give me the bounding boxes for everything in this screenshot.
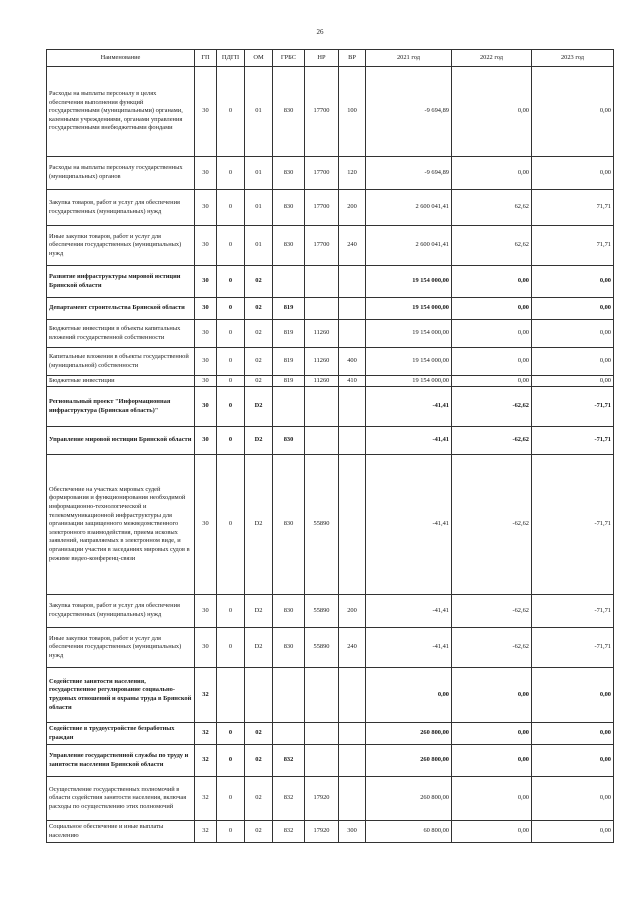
row-vr-cell: 410 xyxy=(339,376,366,387)
table-row xyxy=(47,348,614,376)
row-om-cell: 02 xyxy=(245,348,273,376)
row-grbs-cell: 830 xyxy=(273,67,305,157)
row-2022-value: 0,00 xyxy=(452,157,532,190)
row-grbs-cell: 819 xyxy=(273,376,305,387)
row-2022-value: -62,62 xyxy=(452,455,532,595)
row-2021-value: -41,41 xyxy=(366,595,452,628)
row-2021-value: -41,41 xyxy=(366,427,452,455)
row-pdgp-cell: 0 xyxy=(217,777,245,821)
row-name-cell: Департамент строительства Брянской области xyxy=(47,298,195,320)
row-2023-value: 0,00 xyxy=(532,157,614,190)
row-2023-value: -71,71 xyxy=(532,427,614,455)
row-pdgp-cell: 0 xyxy=(217,387,245,427)
row-nr-cell: 55890 xyxy=(305,595,339,628)
row-2021-value: 60 800,00 xyxy=(366,821,452,843)
row-pdgp-cell: 0 xyxy=(217,427,245,455)
row-om-cell: D2 xyxy=(245,387,273,427)
row-vr-cell: 200 xyxy=(339,595,366,628)
row-pdgp-cell: 0 xyxy=(217,628,245,668)
row-2021-value: 19 154 000,00 xyxy=(366,376,452,387)
row-2022-value: 0,00 xyxy=(452,376,532,387)
row-2021-value: -41,41 xyxy=(366,455,452,595)
row-om-cell: 02 xyxy=(245,298,273,320)
budget-table xyxy=(46,49,614,843)
row-2021-value: 19 154 000,00 xyxy=(366,348,452,376)
table-row xyxy=(47,427,614,455)
row-grbs-cell: 819 xyxy=(273,298,305,320)
row-2022-value: -62,62 xyxy=(452,628,532,668)
row-name-cell: Закупка товаров, работ и услуг для обеспечения государственных (муниципальных) нужд xyxy=(47,595,195,628)
row-vr-cell: 300 xyxy=(339,821,366,843)
row-nr-cell xyxy=(305,266,339,298)
row-pdgp-cell: 0 xyxy=(217,298,245,320)
row-name-cell: Управление государственной службы по труду и занятости населения Брянской области xyxy=(47,745,195,777)
row-vr-cell: 120 xyxy=(339,157,366,190)
row-2021-value: -9 694,89 xyxy=(366,67,452,157)
row-om-cell: 02 xyxy=(245,266,273,298)
row-pdgp-cell: 0 xyxy=(217,723,245,745)
row-pdgp-cell: 0 xyxy=(217,266,245,298)
row-vr-cell xyxy=(339,745,366,777)
table-row xyxy=(47,745,614,777)
row-nr-cell xyxy=(305,745,339,777)
row-name-cell: Иные закупки товаров, работ и услуг для обеспечения государственных (муниципальных) нужд xyxy=(47,628,195,668)
row-2022-value: 62,62 xyxy=(452,226,532,266)
table-row xyxy=(47,723,614,745)
row-nr-cell xyxy=(305,298,339,320)
row-grbs-cell: 830 xyxy=(273,190,305,226)
row-grbs-cell xyxy=(273,668,305,723)
table-row xyxy=(47,190,614,226)
row-vr-cell xyxy=(339,668,366,723)
table-row xyxy=(47,595,614,628)
row-2022-value: 0,00 xyxy=(452,348,532,376)
row-gp-cell: 30 xyxy=(195,320,217,348)
row-vr-cell xyxy=(339,723,366,745)
row-2021-value: 260 800,00 xyxy=(366,745,452,777)
column-header-2022: 2022 год xyxy=(452,50,532,67)
row-2023-value: 71,71 xyxy=(532,190,614,226)
row-name-cell: Бюджетные инвестиции в объекты капитальных вложений государственной собственности xyxy=(47,320,195,348)
row-grbs-cell: 830 xyxy=(273,595,305,628)
column-header-2023: 2023 год xyxy=(532,50,614,67)
row-nr-cell: 17700 xyxy=(305,157,339,190)
row-2022-value: 0,00 xyxy=(452,821,532,843)
row-name-cell: Социальное обеспечение и иные выплаты населению xyxy=(47,821,195,843)
row-nr-cell: 55890 xyxy=(305,455,339,595)
row-grbs-cell: 830 xyxy=(273,427,305,455)
row-2021-value: -9 694,89 xyxy=(366,157,452,190)
row-om-cell: 02 xyxy=(245,745,273,777)
column-header-2021: 2021 год xyxy=(366,50,452,67)
row-name-cell: Иные закупки товаров, работ и услуг для обеспечения государственных (муниципальных) нужд xyxy=(47,226,195,266)
row-gp-cell: 30 xyxy=(195,455,217,595)
row-pdgp-cell: 0 xyxy=(217,226,245,266)
row-gp-cell: 30 xyxy=(195,298,217,320)
table-row xyxy=(47,376,614,387)
row-2022-value: 0,00 xyxy=(452,745,532,777)
row-grbs-cell: 832 xyxy=(273,777,305,821)
row-gp-cell: 30 xyxy=(195,348,217,376)
row-2023-value: -71,71 xyxy=(532,595,614,628)
page-number: 26 xyxy=(316,28,324,36)
row-gp-cell: 32 xyxy=(195,723,217,745)
row-nr-cell: 17920 xyxy=(305,777,339,821)
row-om-cell: 02 xyxy=(245,723,273,745)
row-om-cell: 01 xyxy=(245,157,273,190)
row-vr-cell xyxy=(339,298,366,320)
row-2023-value: 0,00 xyxy=(532,745,614,777)
row-gp-cell: 30 xyxy=(195,226,217,266)
row-gp-cell: 30 xyxy=(195,427,217,455)
row-grbs-cell: 830 xyxy=(273,455,305,595)
row-grbs-cell: 830 xyxy=(273,226,305,266)
row-name-cell: Содействие в трудоустройстве безработных граждан xyxy=(47,723,195,745)
row-om-cell: 02 xyxy=(245,376,273,387)
row-om-cell: D2 xyxy=(245,427,273,455)
row-grbs-cell: 819 xyxy=(273,348,305,376)
row-vr-cell: 100 xyxy=(339,67,366,157)
row-pdgp-cell: 0 xyxy=(217,595,245,628)
row-vr-cell: 200 xyxy=(339,190,366,226)
table-row xyxy=(47,67,614,157)
row-nr-cell: 17920 xyxy=(305,821,339,843)
row-gp-cell: 30 xyxy=(195,376,217,387)
row-grbs-cell: 832 xyxy=(273,821,305,843)
row-vr-cell: 240 xyxy=(339,226,366,266)
row-om-cell: 01 xyxy=(245,67,273,157)
row-gp-cell: 30 xyxy=(195,595,217,628)
table-row xyxy=(47,298,614,320)
table-header-row xyxy=(47,50,614,67)
table-row xyxy=(47,821,614,843)
row-grbs-cell: 832 xyxy=(273,745,305,777)
row-vr-cell: 400 xyxy=(339,348,366,376)
row-pdgp-cell: 0 xyxy=(217,376,245,387)
row-om-cell: 01 xyxy=(245,190,273,226)
row-2023-value: 0,00 xyxy=(532,723,614,745)
row-pdgp-cell: 0 xyxy=(217,157,245,190)
row-2023-value: 0,00 xyxy=(532,777,614,821)
row-grbs-cell xyxy=(273,266,305,298)
row-grbs-cell xyxy=(273,387,305,427)
row-2022-value: 0,00 xyxy=(452,266,532,298)
row-pdgp-cell: 0 xyxy=(217,190,245,226)
row-gp-cell: 32 xyxy=(195,668,217,723)
row-grbs-cell: 830 xyxy=(273,157,305,190)
row-name-cell: Развитие инфраструктуры мировой юстиции Брянской области xyxy=(47,266,195,298)
table-row xyxy=(47,628,614,668)
row-2022-value: -62,62 xyxy=(452,595,532,628)
row-nr-cell: 55890 xyxy=(305,628,339,668)
row-name-cell: Обеспечение на участках мировых судей формирования и функционирования необходимой информационно-технологической и телекоммуникационной инфраструктуры для организации защищенного межведомственного электронного взаимодействия, приема исковых заявлений, направляемых в электронном виде, и организации участия в заседаниях мировых судов в режиме видео-конференц-связи xyxy=(47,455,195,595)
row-2022-value: 0,00 xyxy=(452,67,532,157)
row-om-cell: 02 xyxy=(245,821,273,843)
row-vr-cell xyxy=(339,320,366,348)
row-vr-cell xyxy=(339,387,366,427)
table-row xyxy=(47,455,614,595)
row-nr-cell: 17700 xyxy=(305,226,339,266)
row-name-cell: Осуществление государственных полномочий в области содействия занятости населения, включая расходы по осуществлению этих полномочий xyxy=(47,777,195,821)
table-row xyxy=(47,320,614,348)
row-2023-value: 71,71 xyxy=(532,226,614,266)
row-om-cell: D2 xyxy=(245,455,273,595)
table-row xyxy=(47,157,614,190)
row-grbs-cell: 830 xyxy=(273,628,305,668)
row-gp-cell: 30 xyxy=(195,387,217,427)
row-om-cell: D2 xyxy=(245,595,273,628)
row-name-cell: Бюджетные инвестиции xyxy=(47,376,195,387)
row-pdgp-cell: 0 xyxy=(217,67,245,157)
row-2022-value: 0,00 xyxy=(452,668,532,723)
row-nr-cell: 11260 xyxy=(305,376,339,387)
row-vr-cell xyxy=(339,427,366,455)
row-2023-value: -71,71 xyxy=(532,387,614,427)
row-2023-value: -71,71 xyxy=(532,455,614,595)
table-row xyxy=(47,266,614,298)
row-om-cell: D2 xyxy=(245,628,273,668)
row-nr-cell xyxy=(305,668,339,723)
row-nr-cell: 17700 xyxy=(305,67,339,157)
row-2023-value: 0,00 xyxy=(532,376,614,387)
row-gp-cell: 30 xyxy=(195,266,217,298)
row-2021-value: 2 600 041,41 xyxy=(366,190,452,226)
row-name-cell: Расходы на выплаты персоналу государственных (муниципальных) органов xyxy=(47,157,195,190)
row-gp-cell: 30 xyxy=(195,157,217,190)
row-gp-cell: 32 xyxy=(195,777,217,821)
row-name-cell: Региональный проект "Информационная инфраструктура (Брянская область)" xyxy=(47,387,195,427)
row-2021-value: 260 800,00 xyxy=(366,723,452,745)
table-row xyxy=(47,668,614,723)
row-2021-value: -41,41 xyxy=(366,628,452,668)
row-vr-cell: 240 xyxy=(339,628,366,668)
row-2023-value: 0,00 xyxy=(532,668,614,723)
column-header-name: Наименование xyxy=(47,50,195,67)
row-2021-value: 0,00 xyxy=(366,668,452,723)
row-gp-cell: 30 xyxy=(195,190,217,226)
row-gp-cell: 32 xyxy=(195,745,217,777)
row-pdgp-cell: 0 xyxy=(217,320,245,348)
row-pdgp-cell: 0 xyxy=(217,745,245,777)
row-om-cell: 01 xyxy=(245,226,273,266)
row-om-cell xyxy=(245,668,273,723)
row-2022-value: 0,00 xyxy=(452,777,532,821)
column-header-nr: НР xyxy=(305,50,339,67)
row-2022-value: 62,62 xyxy=(452,190,532,226)
row-name-cell: Расходы на выплаты персоналу в целях обеспечения выполнения функций государственными (муниципальными) органами, казенными учреждениями, органами управления государственными внебюджетными фондами xyxy=(47,67,195,157)
row-2023-value: 0,00 xyxy=(532,266,614,298)
row-om-cell: 02 xyxy=(245,320,273,348)
row-2023-value: 0,00 xyxy=(532,320,614,348)
row-vr-cell xyxy=(339,266,366,298)
row-gp-cell: 32 xyxy=(195,821,217,843)
row-pdgp-cell: 0 xyxy=(217,348,245,376)
row-nr-cell xyxy=(305,427,339,455)
row-2021-value: 19 154 000,00 xyxy=(366,298,452,320)
column-header-grbs: ГРБС xyxy=(273,50,305,67)
row-name-cell: Закупка товаров, работ и услуг для обеспечения государственных (муниципальных) нужд xyxy=(47,190,195,226)
row-nr-cell: 11260 xyxy=(305,320,339,348)
column-header-vr: ВР xyxy=(339,50,366,67)
row-pdgp-cell: 0 xyxy=(217,455,245,595)
row-vr-cell xyxy=(339,777,366,821)
table-row xyxy=(47,387,614,427)
row-pdgp-cell: 0 xyxy=(217,821,245,843)
row-2023-value: 0,00 xyxy=(532,298,614,320)
table-row xyxy=(47,226,614,266)
row-nr-cell xyxy=(305,387,339,427)
column-header-gp: ГП xyxy=(195,50,217,67)
column-header-pdgp: ПДГП xyxy=(217,50,245,67)
row-2021-value: 19 154 000,00 xyxy=(366,320,452,348)
row-name-cell: Содействие занятости населения, государственное регулирование социально-трудовых отношений и охраны труда в Брянской области xyxy=(47,668,195,723)
row-name-cell: Управление мировой юстиции Брянской области xyxy=(47,427,195,455)
row-nr-cell xyxy=(305,723,339,745)
row-2022-value: 0,00 xyxy=(452,723,532,745)
row-2021-value: 2 600 041,41 xyxy=(366,226,452,266)
row-gp-cell: 30 xyxy=(195,628,217,668)
row-nr-cell: 17700 xyxy=(305,190,339,226)
row-name-cell: Капитальные вложения в объекты государственной (муниципальной) собственности xyxy=(47,348,195,376)
row-pdgp-cell xyxy=(217,668,245,723)
row-2021-value: -41,41 xyxy=(366,387,452,427)
row-grbs-cell xyxy=(273,723,305,745)
row-gp-cell: 30 xyxy=(195,67,217,157)
row-2023-value: 0,00 xyxy=(532,821,614,843)
row-vr-cell xyxy=(339,455,366,595)
row-2022-value: 0,00 xyxy=(452,320,532,348)
row-2022-value: -62,62 xyxy=(452,387,532,427)
row-grbs-cell: 819 xyxy=(273,320,305,348)
column-header-om: ОМ xyxy=(245,50,273,67)
row-2022-value: 0,00 xyxy=(452,298,532,320)
table-row xyxy=(47,777,614,821)
row-2023-value: 0,00 xyxy=(532,67,614,157)
row-nr-cell: 11260 xyxy=(305,348,339,376)
row-2021-value: 19 154 000,00 xyxy=(366,266,452,298)
row-2022-value: -62,62 xyxy=(452,427,532,455)
row-2023-value: -71,71 xyxy=(532,628,614,668)
row-2023-value: 0,00 xyxy=(532,348,614,376)
row-om-cell: 02 xyxy=(245,777,273,821)
row-2021-value: 260 800,00 xyxy=(366,777,452,821)
